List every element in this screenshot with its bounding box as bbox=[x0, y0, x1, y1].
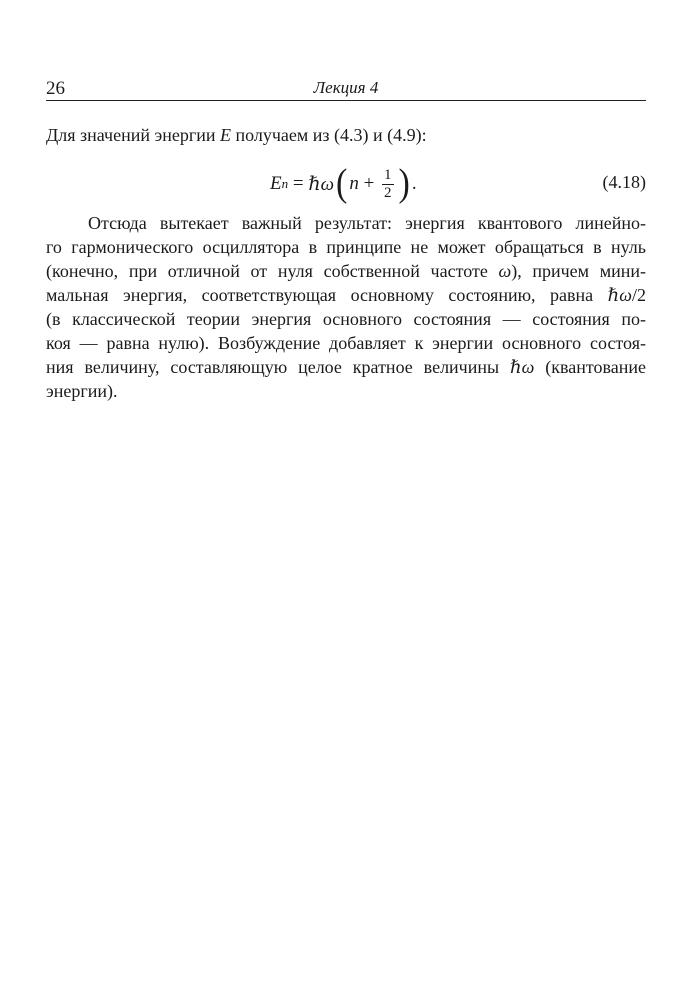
paragraph-line: энергии). bbox=[46, 381, 118, 401]
hbar-omega-symbol: ℏω bbox=[510, 357, 535, 377]
paragraph-line: Отсюда вытекает важный результат: энергия квантового линейно- bbox=[88, 213, 646, 233]
omega-symbol: ω bbox=[498, 261, 512, 281]
fraction-denominator: 2 bbox=[384, 184, 392, 201]
line4-text-before: мальная энергия, соответствующая основному состоянию, равна bbox=[46, 285, 608, 305]
line3-text-before: (конечно, при отличной от нуля собственной частоте bbox=[46, 261, 499, 281]
equation-4-18 bbox=[46, 160, 646, 208]
body-paragraph bbox=[46, 211, 646, 403]
page-number: 26 bbox=[46, 78, 65, 99]
equation-number: (4.18) bbox=[602, 172, 646, 192]
formula-lhs-sub: n bbox=[281, 176, 289, 191]
intro-sentence bbox=[46, 123, 646, 147]
formula-equals: = bbox=[288, 173, 309, 194]
formula bbox=[270, 160, 417, 208]
running-title: Лекция 4 bbox=[313, 78, 379, 97]
hbar-omega-symbol: ℏω bbox=[607, 285, 632, 305]
line7-text-before: ния величину, составляющую целое кратное величины bbox=[46, 357, 511, 377]
formula-fraction bbox=[382, 167, 394, 202]
paragraph-line bbox=[46, 283, 646, 307]
formula-dot: . bbox=[411, 173, 417, 194]
intro-text-after: получаем из (4.3) и (4.9): bbox=[231, 125, 427, 145]
intro-variable-e: E bbox=[220, 125, 231, 145]
paragraph-line: го гармонического осциллятора в принципе не может обращаться в нуль bbox=[46, 237, 646, 257]
fraction-numerator: 1 bbox=[384, 166, 392, 183]
page-header bbox=[46, 76, 646, 101]
paragraph-line bbox=[46, 355, 646, 379]
line3-text-after: ), причем мини- bbox=[511, 261, 646, 281]
intro-text-before: Для значений энергии bbox=[46, 125, 220, 145]
formula-close-paren: ) bbox=[398, 162, 410, 205]
formula-lhs-var: E bbox=[270, 173, 282, 194]
formula-hbar-omega: ℏω bbox=[308, 173, 334, 195]
formula-plus: + bbox=[358, 173, 380, 194]
paragraph-line: (в классической теории энергия основного состояния — состояния по- bbox=[46, 309, 646, 329]
formula-open-paren: ( bbox=[335, 162, 348, 205]
line4-text-after: /2 bbox=[631, 285, 646, 305]
formula-n: n bbox=[349, 173, 359, 194]
paragraph-line bbox=[46, 259, 646, 283]
paragraph-line: коя — равна нулю). Возбуждение добавляет к энергии основного состоя- bbox=[46, 333, 646, 353]
line7-text-after: (квантование bbox=[534, 357, 646, 377]
